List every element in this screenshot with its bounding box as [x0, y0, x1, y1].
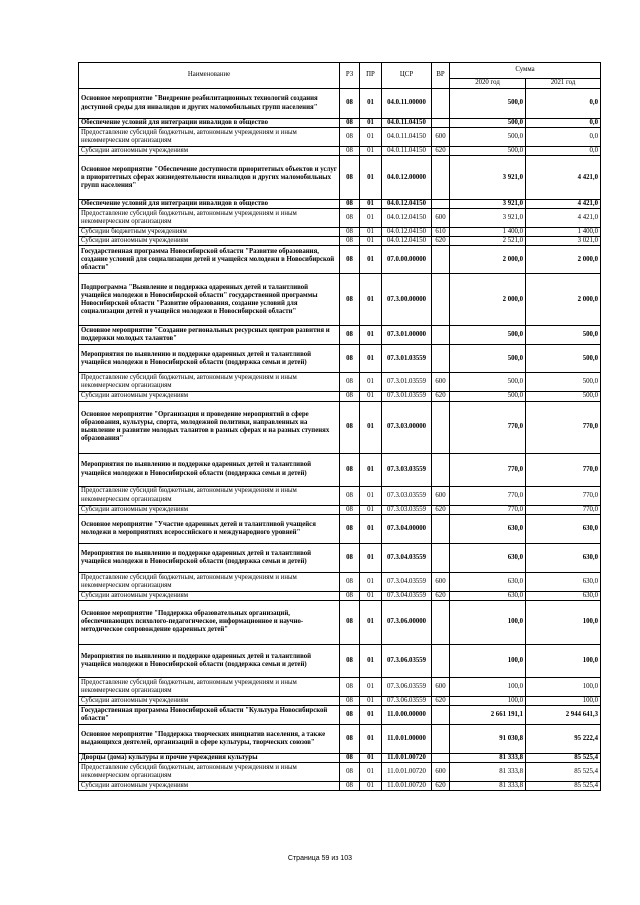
- cell-2021: 100,0: [526, 644, 601, 677]
- cell-name: Предоставление субсидий бюджетным, автономным учреждениям и иным некоммерческим организациям: [79, 572, 340, 591]
- cell-csr: 04.0.12.04150: [382, 228, 432, 237]
- cell-name: Подпрограмма "Выявление и поддержка одаренных детей и талантливой учащейся молодежи в Новосибирской области" государственной программы Новосибирской области "Развитие образования, создание условий для социализации детей и учащейся молодежи в Новосибирской области": [79, 274, 340, 326]
- cell-vr: [432, 89, 450, 119]
- cell-vr: [432, 600, 450, 644]
- cell-vr: 600: [432, 373, 450, 392]
- cell-pr: 01: [360, 401, 382, 453]
- table-row: [79, 600, 601, 644]
- cell-vr: [432, 453, 450, 486]
- cell-vr: [432, 246, 450, 274]
- cell-rz: 08: [340, 274, 360, 326]
- header-year-2021: 2021 год: [526, 79, 601, 89]
- cell-vr: [432, 274, 450, 326]
- cell-name: Государственная программа Новосибирской области "Развитие образования, создание условий для социализации детей и учащейся молодежи в Новосибирской области": [79, 246, 340, 274]
- cell-csr: 07.0.00.00000: [382, 246, 432, 274]
- cell-2020: 81 333,8: [450, 781, 526, 790]
- cell-2020: 500,0: [450, 147, 526, 156]
- cell-2020: 81 333,8: [450, 753, 526, 762]
- cell-pr: 01: [360, 326, 382, 345]
- table-row: [79, 543, 601, 572]
- cell-csr: 07.3.04.00000: [382, 514, 432, 543]
- cell-csr: 07.3.03.03559: [382, 486, 432, 505]
- cell-name: Предоставление субсидий бюджетным, автономным учреждениям и иным некоммерческим организациям: [79, 762, 340, 781]
- cell-rz: 08: [340, 246, 360, 274]
- cell-vr: 600: [432, 209, 450, 228]
- cell-pr: 01: [360, 572, 382, 591]
- page-footer: Страница 59 из 103: [287, 855, 353, 862]
- cell-2021: 2 000,0: [526, 274, 601, 326]
- cell-2021: 630,0: [526, 543, 601, 572]
- cell-2021: 770,0: [526, 505, 601, 514]
- table-row: [79, 696, 601, 705]
- cell-vr: [432, 401, 450, 453]
- table-row: [79, 453, 601, 486]
- table-row: [79, 345, 601, 373]
- table-row: [79, 89, 601, 119]
- cell-name: Предоставление субсидий бюджетным, автономным учреждениям и иным некоммерческим организациям: [79, 486, 340, 505]
- cell-rz: 08: [340, 543, 360, 572]
- cell-pr: 01: [360, 200, 382, 209]
- table-row: [79, 326, 601, 345]
- cell-csr: 07.3.06.03559: [382, 696, 432, 705]
- cell-pr: 01: [360, 392, 382, 401]
- cell-pr: 01: [360, 762, 382, 781]
- cell-csr: 07.3.01.00000: [382, 326, 432, 345]
- cell-name: Предоставление субсидий бюджетным, автономным учреждениям и иным некоммерческим организациям: [79, 209, 340, 228]
- cell-name: Государственная программа Новосибирской области "Культура Новосибирской области": [79, 705, 340, 724]
- cell-2020: 770,0: [450, 401, 526, 453]
- cell-csr: 04.0.12.04150: [382, 200, 432, 209]
- cell-2020: 770,0: [450, 453, 526, 486]
- header-name: Наименование: [79, 63, 340, 89]
- cell-2020: 100,0: [450, 600, 526, 644]
- cell-vr: [432, 514, 450, 543]
- cell-vr: [432, 705, 450, 724]
- cell-vr: [432, 345, 450, 373]
- cell-rz: 08: [340, 600, 360, 644]
- cell-2021: 770,0: [526, 486, 601, 505]
- cell-csr: 04.0.11.00000: [382, 89, 432, 119]
- table-row: [79, 147, 601, 156]
- cell-2021: 500,0: [526, 373, 601, 392]
- cell-name: Субсидии автономным учреждениям: [79, 696, 340, 705]
- cell-pr: 01: [360, 591, 382, 600]
- cell-vr: 600: [432, 572, 450, 591]
- cell-csr: 04.0.12.00000: [382, 156, 432, 200]
- cell-csr: 07.3.04.03559: [382, 543, 432, 572]
- cell-vr: 600: [432, 128, 450, 147]
- cell-csr: 11.0.01.00000: [382, 724, 432, 753]
- cell-2020: 630,0: [450, 514, 526, 543]
- cell-vr: [432, 156, 450, 200]
- cell-2020: 630,0: [450, 591, 526, 600]
- cell-rz: 08: [340, 200, 360, 209]
- table-row: [79, 705, 601, 724]
- cell-2020: 3 921,0: [450, 156, 526, 200]
- cell-rz: 08: [340, 392, 360, 401]
- header-csr: ЦСР: [382, 63, 432, 89]
- cell-name: Предоставление субсидий бюджетным, автономным учреждениям и иным некоммерческим организациям: [79, 373, 340, 392]
- cell-csr: 07.3.04.03559: [382, 591, 432, 600]
- cell-vr: 600: [432, 762, 450, 781]
- cell-rz: 08: [340, 156, 360, 200]
- cell-vr: [432, 724, 450, 753]
- table-row: [79, 246, 601, 274]
- cell-2021: 500,0: [526, 345, 601, 373]
- cell-pr: 01: [360, 274, 382, 326]
- cell-2021: 770,0: [526, 453, 601, 486]
- budget-table: [78, 62, 601, 791]
- cell-2020: 500,0: [450, 119, 526, 128]
- cell-2020: 2 000,0: [450, 274, 526, 326]
- cell-2020: 500,0: [450, 345, 526, 373]
- header-sum: Сумма: [450, 63, 601, 79]
- cell-2020: 500,0: [450, 89, 526, 119]
- cell-2021: 100,0: [526, 600, 601, 644]
- cell-vr: 610: [432, 228, 450, 237]
- cell-2020: 81 333,8: [450, 762, 526, 781]
- table-row: [79, 753, 601, 762]
- cell-2021: 95 222,4: [526, 724, 601, 753]
- cell-name: Обеспечение условий для интеграции инвалидов в общество: [79, 119, 340, 128]
- cell-csr: 04.0.12.04150: [382, 237, 432, 246]
- cell-csr: 11.0.01.00720: [382, 781, 432, 790]
- cell-2021: 4 421,0: [526, 209, 601, 228]
- cell-csr: 07.3.06.03559: [382, 677, 432, 696]
- cell-2021: 0,0: [526, 128, 601, 147]
- header-rz: РЗ: [340, 63, 360, 89]
- cell-csr: 04.0.11.04150: [382, 147, 432, 156]
- cell-name: Субсидии автономным учреждениям: [79, 147, 340, 156]
- cell-csr: 04.0.11.04150: [382, 119, 432, 128]
- cell-pr: 01: [360, 89, 382, 119]
- cell-pr: 01: [360, 505, 382, 514]
- cell-2021: 2 944 641,3: [526, 705, 601, 724]
- cell-vr: [432, 753, 450, 762]
- cell-csr: 07.3.01.03559: [382, 392, 432, 401]
- cell-name: Основное мероприятие "Поддержка творческих инициатив населения, а также выдающихся деятелей, организаций в сфере культуры, творческих союзов": [79, 724, 340, 753]
- budget-sheet: [78, 62, 600, 791]
- table-body: [79, 89, 601, 791]
- cell-2020: 1 400,0: [450, 228, 526, 237]
- cell-2020: 630,0: [450, 572, 526, 591]
- cell-csr: 07.3.06.00000: [382, 600, 432, 644]
- table-row: [79, 781, 601, 790]
- cell-2020: 100,0: [450, 677, 526, 696]
- table-row: [79, 228, 601, 237]
- cell-pr: 01: [360, 781, 382, 790]
- cell-rz: 08: [340, 505, 360, 514]
- cell-vr: 600: [432, 486, 450, 505]
- cell-2021: 630,0: [526, 572, 601, 591]
- cell-csr: 07.3.04.03559: [382, 572, 432, 591]
- table-row: [79, 209, 601, 228]
- table-row: [79, 392, 601, 401]
- cell-pr: 01: [360, 644, 382, 677]
- cell-pr: 01: [360, 237, 382, 246]
- cell-name: Мероприятия по выявлению и поддержке одаренных детей и талантливой учащейся молодежи в Новосибирской области (поддержка семьи и детей): [79, 543, 340, 572]
- cell-pr: 01: [360, 600, 382, 644]
- cell-2020: 500,0: [450, 128, 526, 147]
- cell-rz: 08: [340, 401, 360, 453]
- cell-pr: 01: [360, 543, 382, 572]
- cell-pr: 01: [360, 486, 382, 505]
- cell-name: Предоставление субсидий бюджетным, автономным учреждениям и иным некоммерческим организациям: [79, 128, 340, 147]
- cell-rz: 08: [340, 486, 360, 505]
- cell-rz: 08: [340, 677, 360, 696]
- header-vr: ВР: [432, 63, 450, 89]
- cell-vr: 620: [432, 237, 450, 246]
- cell-2021: 85 525,4: [526, 762, 601, 781]
- table-row: [79, 128, 601, 147]
- table-row: [79, 644, 601, 677]
- cell-rz: 08: [340, 119, 360, 128]
- cell-csr: 04.0.12.04150: [382, 209, 432, 228]
- cell-2021: 630,0: [526, 591, 601, 600]
- cell-2021: 500,0: [526, 326, 601, 345]
- cell-2021: 100,0: [526, 677, 601, 696]
- cell-name: Мероприятия по выявлению и поддержке одаренных детей и талантливой учащейся молодежи в Новосибирской области (поддержка семьи и детей): [79, 345, 340, 373]
- cell-rz: 08: [340, 345, 360, 373]
- cell-pr: 01: [360, 373, 382, 392]
- cell-csr: 11.0.01.00720: [382, 753, 432, 762]
- cell-vr: [432, 644, 450, 677]
- cell-rz: 08: [340, 453, 360, 486]
- cell-name: Мероприятия по выявлению и поддержке одаренных детей и талантливой учащейся молодежи в Новосибирской области (поддержка семьи и детей): [79, 644, 340, 677]
- cell-name: Основное мероприятие "Внедрение реабилитационных технологий создания доступной среды для инвалидов и других маломобильных групп населения": [79, 89, 340, 119]
- cell-csr: 07.3.01.03559: [382, 345, 432, 373]
- cell-vr: [432, 119, 450, 128]
- cell-name: Субсидии автономным учреждениям: [79, 237, 340, 246]
- cell-pr: 01: [360, 147, 382, 156]
- cell-pr: 01: [360, 705, 382, 724]
- cell-rz: 08: [340, 209, 360, 228]
- cell-2021: 85 525,4: [526, 781, 601, 790]
- cell-vr: [432, 326, 450, 345]
- cell-name: Субсидии автономным учреждениям: [79, 591, 340, 600]
- cell-rz: 08: [340, 326, 360, 345]
- cell-rz: 08: [340, 147, 360, 156]
- cell-2021: 630,0: [526, 514, 601, 543]
- cell-2020: 630,0: [450, 543, 526, 572]
- table-row: [79, 724, 601, 753]
- table-row: [79, 762, 601, 781]
- table-row: [79, 572, 601, 591]
- cell-rz: 08: [340, 373, 360, 392]
- cell-name: Основное мероприятие "Участие одаренных детей и талантливой учащейся молодежи в мероприятиях всероссийского и международного уровней": [79, 514, 340, 543]
- cell-2021: 770,0: [526, 401, 601, 453]
- cell-vr: 600: [432, 677, 450, 696]
- cell-vr: [432, 200, 450, 209]
- cell-2020: 500,0: [450, 326, 526, 345]
- cell-pr: 01: [360, 345, 382, 373]
- table-row: [79, 200, 601, 209]
- cell-2021: 100,0: [526, 696, 601, 705]
- cell-2020: 91 030,8: [450, 724, 526, 753]
- cell-csr: 11.0.01.00720: [382, 762, 432, 781]
- cell-name: Субсидии бюджетным учреждениям: [79, 228, 340, 237]
- cell-2020: 500,0: [450, 392, 526, 401]
- cell-pr: 01: [360, 696, 382, 705]
- table-row: [79, 677, 601, 696]
- cell-pr: 01: [360, 753, 382, 762]
- cell-name: Основное мероприятие "Поддержка образовательных организаций, обеспечивающих психолого-педагогическое, информационное и научно-методическое сопровождение одаренных детей": [79, 600, 340, 644]
- cell-2020: 100,0: [450, 696, 526, 705]
- cell-rz: 08: [340, 705, 360, 724]
- cell-vr: 620: [432, 696, 450, 705]
- table-header: [79, 63, 601, 89]
- cell-rz: 08: [340, 591, 360, 600]
- cell-2020: 2 000,0: [450, 246, 526, 274]
- cell-2020: 100,0: [450, 644, 526, 677]
- cell-rz: 08: [340, 644, 360, 677]
- cell-2020: 3 921,0: [450, 200, 526, 209]
- cell-csr: 07.3.03.03559: [382, 453, 432, 486]
- table-row: [79, 486, 601, 505]
- cell-2020: 770,0: [450, 505, 526, 514]
- header-year-2020: 2020 год: [450, 79, 526, 89]
- cell-2020: 2 521,0: [450, 237, 526, 246]
- cell-pr: 01: [360, 246, 382, 274]
- cell-pr: 01: [360, 677, 382, 696]
- cell-rz: 08: [340, 696, 360, 705]
- cell-2021: 500,0: [526, 392, 601, 401]
- cell-2021: 4 421,0: [526, 156, 601, 200]
- cell-2021: 2 000,0: [526, 246, 601, 274]
- cell-name: Предоставление субсидий бюджетным, автономным учреждениям и иным некоммерческим организациям: [79, 677, 340, 696]
- cell-rz: 08: [340, 724, 360, 753]
- cell-vr: [432, 543, 450, 572]
- cell-vr: 620: [432, 781, 450, 790]
- cell-rz: 08: [340, 762, 360, 781]
- table-row: [79, 401, 601, 453]
- cell-name: Основное мероприятие "Обеспечение доступности приоритетных объектов и услуг в приоритетных сферах жизнедеятельности инвалидов и других маломобильных групп населения": [79, 156, 340, 200]
- cell-vr: 620: [432, 505, 450, 514]
- cell-pr: 01: [360, 724, 382, 753]
- cell-2021: 85 525,4: [526, 753, 601, 762]
- cell-csr: 11.0.00.00000: [382, 705, 432, 724]
- cell-rz: 08: [340, 781, 360, 790]
- table-row: [79, 156, 601, 200]
- cell-2021: 0,0: [526, 147, 601, 156]
- cell-rz: 08: [340, 228, 360, 237]
- cell-rz: 08: [340, 128, 360, 147]
- cell-csr: 07.3.06.03559: [382, 644, 432, 677]
- cell-csr: 04.0.11.04150: [382, 128, 432, 147]
- cell-name: Основное мероприятие "Создание региональных ресурсных центров развития и поддержки молодых талантов": [79, 326, 340, 345]
- table-row: [79, 274, 601, 326]
- table-row: [79, 591, 601, 600]
- cell-2020: 2 661 191,1: [450, 705, 526, 724]
- cell-2021: 3 021,0: [526, 237, 601, 246]
- cell-vr: 620: [432, 392, 450, 401]
- cell-2020: 3 921,0: [450, 209, 526, 228]
- cell-2021: 0,0: [526, 89, 601, 119]
- cell-vr: 620: [432, 147, 450, 156]
- cell-csr: 07.3.01.03559: [382, 373, 432, 392]
- header-pr: ПР: [360, 63, 382, 89]
- cell-csr: 07.3.00.00000: [382, 274, 432, 326]
- cell-name: Мероприятия по выявлению и поддержке одаренных детей и талантливой учащейся молодежи в Новосибирской области (поддержка семьи и детей): [79, 453, 340, 486]
- cell-name: Основное мероприятие "Организация и проведение мероприятий в сфере образования, культуры, спорта, молодежной политики, направленных на выявление и развитие молодых талантов в разных сферах и на разных ступенях образования": [79, 401, 340, 453]
- cell-rz: 08: [340, 572, 360, 591]
- cell-2020: 770,0: [450, 486, 526, 505]
- cell-name: Субсидии автономным учреждениям: [79, 781, 340, 790]
- cell-name: Обеспечение условий для интеграции инвалидов в общество: [79, 200, 340, 209]
- cell-rz: 08: [340, 89, 360, 119]
- cell-pr: 01: [360, 209, 382, 228]
- cell-pr: 01: [360, 453, 382, 486]
- table-row: [79, 505, 601, 514]
- cell-name: Субсидии автономным учреждениям: [79, 392, 340, 401]
- cell-2021: 0,0: [526, 119, 601, 128]
- table-row: [79, 237, 601, 246]
- table-row: [79, 514, 601, 543]
- cell-2021: 1 400,0: [526, 228, 601, 237]
- cell-2020: 500,0: [450, 373, 526, 392]
- cell-pr: 01: [360, 128, 382, 147]
- cell-csr: 07.3.03.03559: [382, 505, 432, 514]
- cell-2021: 4 421,0: [526, 200, 601, 209]
- table-row: [79, 373, 601, 392]
- cell-pr: 01: [360, 119, 382, 128]
- cell-pr: 01: [360, 228, 382, 237]
- cell-pr: 01: [360, 514, 382, 543]
- table-row: [79, 119, 601, 128]
- cell-vr: 620: [432, 591, 450, 600]
- cell-rz: 08: [340, 514, 360, 543]
- cell-rz: 08: [340, 753, 360, 762]
- cell-rz: 08: [340, 237, 360, 246]
- cell-pr: 01: [360, 156, 382, 200]
- cell-name: Дворцы (дома) культуры и прочие учреждения культуры: [79, 753, 340, 762]
- cell-name: Субсидии автономным учреждениям: [79, 505, 340, 514]
- cell-csr: 07.3.03.00000: [382, 401, 432, 453]
